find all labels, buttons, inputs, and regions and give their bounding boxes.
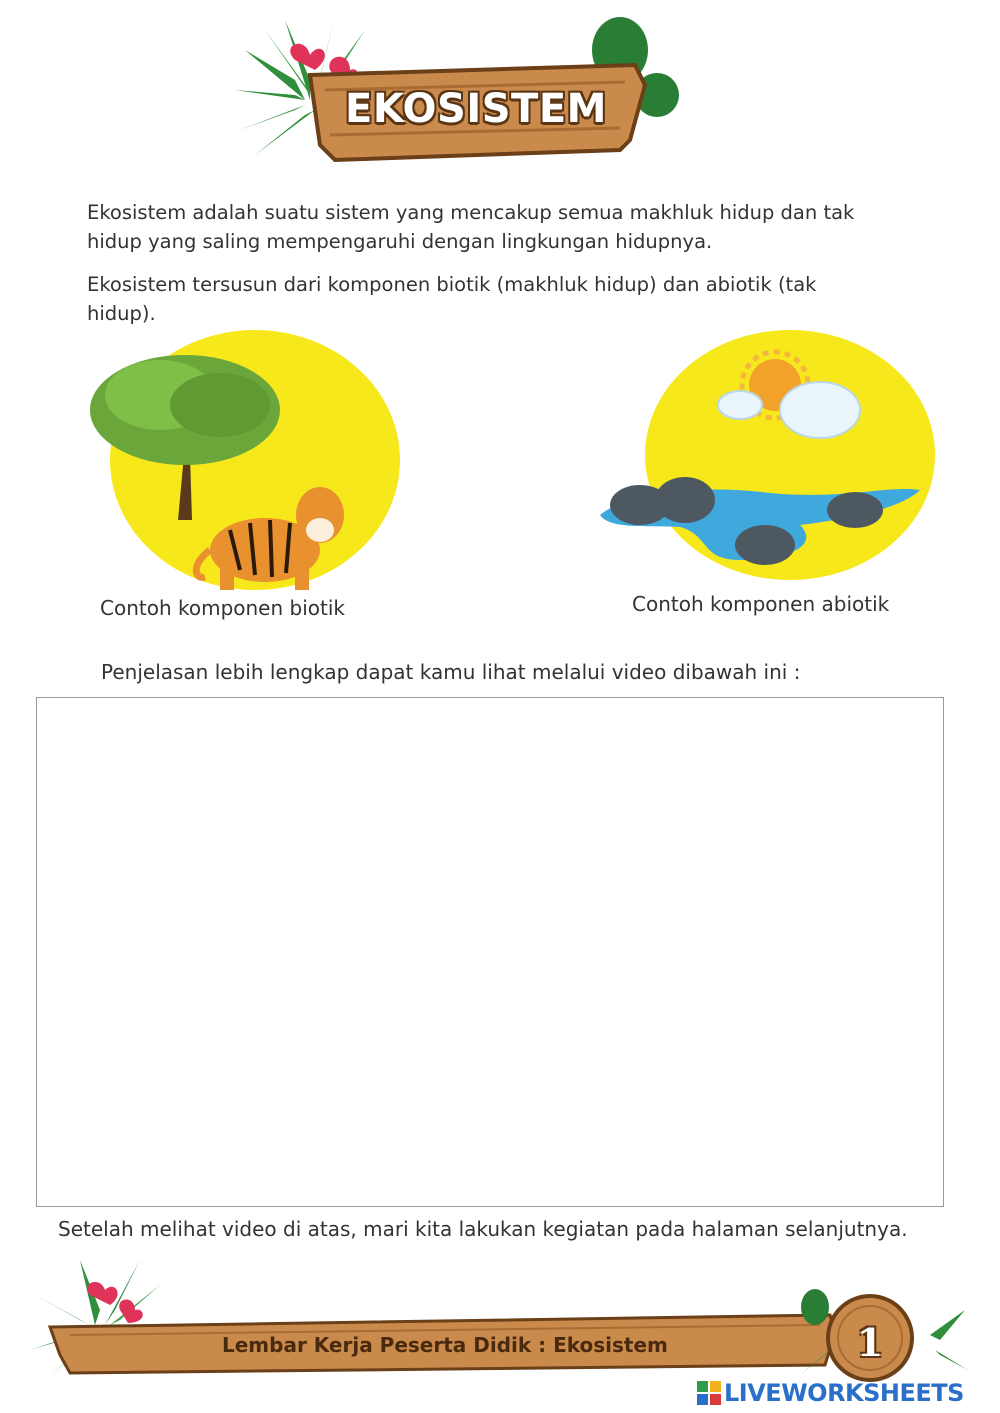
video-embed-area[interactable] [36, 697, 944, 1207]
footer-title: Lembar Kerja Peserta Didik : Ekosistem [222, 1333, 668, 1357]
page-number: 1 [856, 1320, 884, 1365]
page-title: EKOSISTEM [345, 86, 607, 132]
abiotic-illustration [590, 315, 950, 585]
liveworksheets-logo-icon [697, 1381, 721, 1405]
footer-banner [30, 1255, 970, 1385]
abiotic-caption: Contoh komponen abiotik [632, 592, 890, 616]
biotic-illustration [80, 315, 410, 595]
liveworksheets-brand[interactable] [697, 1378, 964, 1408]
after-video-text: Setelah melihat video di atas, mari kita lakukan kegiatan pada halaman selanjutnya. [58, 1217, 908, 1241]
video-intro-text: Penjelasan lebih lengkap dapat kamu lihat melalui video dibawah ini : [101, 660, 801, 684]
biotic-caption: Contoh komponen biotik [100, 596, 345, 620]
components-paragraph: Ekosistem tersusun dari komponen biotik (makhluk hidup) dan abiotik (tak hidup). [87, 273, 817, 325]
brand-name: LIVEWORKSHEETS [724, 1379, 964, 1407]
definition-paragraph: Ekosistem adalah suatu sistem yang mencakup semua makhluk hidup dan tak hidup yang saling mempengaruhi dengan lingkungan hidupnya. [87, 201, 855, 253]
